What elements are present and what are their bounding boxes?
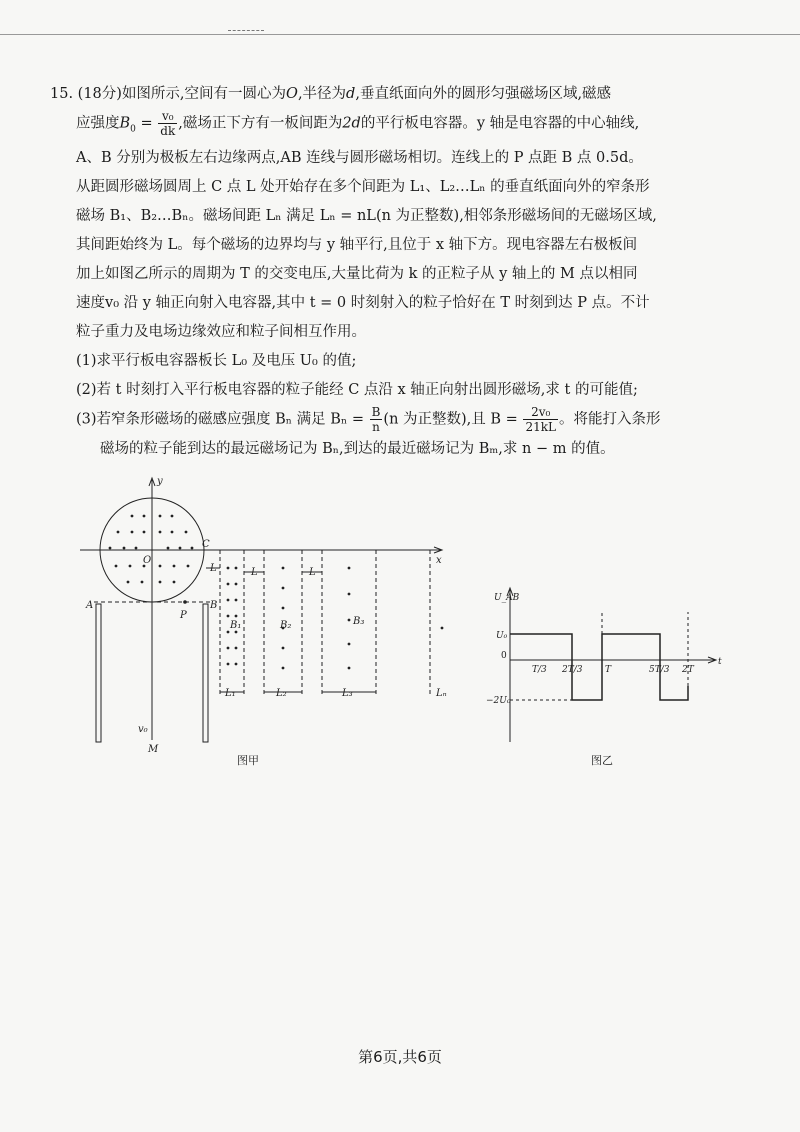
question-1: (1)求平行板电容器板长 L₀ 及电压 U₀ 的值;: [76, 353, 357, 370]
caption-jia: 图甲: [237, 754, 259, 767]
label-Ln: Lₙ: [436, 688, 447, 699]
label-C: C: [202, 539, 210, 550]
fraction-B-bottom: 21kL: [525, 420, 556, 435]
intro-text-2: ,半径为: [297, 86, 347, 102]
problem-line-6: 其间距始终为 L。每个磁场的边界均与 y 轴平行,且位于 x 轴下方。现电容器左右极板间: [76, 237, 638, 254]
label-A: A: [86, 600, 94, 611]
symbol-d: d: [346, 86, 356, 102]
page-footer: 第6页,共6页: [358, 1048, 442, 1066]
line2-text-b: ,磁场正下方有一板间距为: [178, 115, 343, 132]
intro-text-3: ,垂直纸面向外的圆形匀强磁场区域,磁感: [355, 86, 612, 102]
label-gap-0: L: [210, 563, 217, 574]
figure-yi: [482, 582, 732, 752]
symbol-B0-sub: 0: [130, 124, 136, 135]
q3-text-c: 。将能打入条形: [558, 411, 661, 428]
fraction-Bn-bottom: n: [372, 420, 380, 435]
problem-score: (18分): [77, 86, 122, 102]
label-B3: B₃: [353, 616, 365, 627]
yi-label-T3: T/3: [532, 665, 547, 675]
fraction-Bn-top: B: [371, 405, 381, 420]
fraction-B: [523, 405, 558, 434]
yi-label-2T: 2T: [682, 665, 694, 675]
yi-label-zero: 0: [501, 651, 507, 661]
label-B2: B₂: [280, 620, 292, 631]
symbol-B0: B: [119, 115, 131, 132]
intro-text-1: 如图所示,空间有一圆心为: [121, 86, 287, 102]
fraction-Bn: [370, 405, 383, 434]
top-rule: [0, 34, 800, 35]
yi-label-2T3: 2T/3: [562, 665, 583, 675]
symbol-O: O: [286, 86, 298, 102]
problem-number: 15.: [50, 86, 74, 102]
left-plate: [96, 604, 101, 742]
label-v0: v₀: [138, 724, 148, 735]
yi-label-T: T: [605, 665, 612, 675]
fraction-B-top: 2v₀: [523, 405, 558, 420]
top-dash: [228, 30, 264, 32]
problem-15: [50, 80, 760, 464]
label-L3: L₃: [342, 688, 353, 699]
question-3: [50, 405, 760, 435]
yi-label-t: t: [718, 657, 722, 667]
problem-line-3: A、B 分别为极板左右边缘两点,AB 连线与圆形磁场相切。连线上的 P 点距 B 点 0.5d。: [76, 150, 643, 167]
strip3-dots: [348, 567, 351, 670]
label-B: B: [210, 600, 218, 611]
label-M: M: [148, 744, 159, 755]
line2-text-a: 应强度: [76, 115, 120, 132]
field-dots: [109, 515, 444, 670]
q3-text-b: (n 为正整数),且 B =: [383, 411, 523, 428]
label-L2: L₂: [276, 688, 287, 699]
label-gap-2: L: [309, 567, 316, 578]
problem-line-5: 磁场 B₁、B₂…Bₙ。磁场间距 Lₙ 满足 Lₙ = nL(n 为正整数),相邻条形磁场间的无磁场区域,: [76, 208, 657, 225]
strip2-dots: [282, 567, 285, 670]
q3-text-a: (3)若窄条形磁场的磁感应强度 Bₙ 满足 Bₙ =: [76, 411, 369, 428]
line2-text-c: 的平行板电容器。y 轴是电容器的中心轴线,: [360, 115, 640, 132]
label-B1: B₁: [230, 620, 242, 631]
yi-label-m2U0: −2U₀: [486, 696, 511, 706]
problem-line-8: 速度v₀ 沿 y 轴正向射入电容器,其中 t = 0 时刻射入的粒子恰好在 T 时刻到达 P 点。不计: [76, 295, 650, 312]
caption-yi: 图乙: [591, 754, 613, 767]
label-O: O: [143, 555, 152, 566]
question-2: (2)若 t 时刻打入平行板电容器的粒子能经 C 点沿 x 轴正向射出圆形磁场,求 t 的可能值;: [76, 382, 638, 399]
yi-label-5T3: 5T/3: [649, 665, 670, 675]
figure-jia: [70, 470, 470, 770]
problem-line-9: 粒子重力及电场边缘效应和粒子间相互作用。: [76, 324, 366, 341]
right-plate: [203, 604, 208, 742]
yi-label-U0: U₀: [496, 631, 508, 641]
label-y: y: [157, 476, 163, 487]
problem-line-7: 加上如图乙所示的周期为 T 的交变电压,大量比荷为 k 的正粒子从 y 轴上的 M 点以相同: [76, 266, 638, 283]
equals-sign: =: [135, 115, 158, 132]
question-3-line-2: 磁场的粒子能到达的最远磁场记为 Bₙ,到达的最近磁场记为 Bₘ,求 n − m 的值。: [100, 440, 615, 457]
problem-line-4: 从距圆形磁场圆周上 C 点 L 处开始存在多个间距为 L₁、L₂…Lₙ 的垂直纸面向外的窄条形: [76, 179, 650, 196]
label-x: x: [436, 555, 442, 566]
symbol-2d: 2d: [342, 115, 361, 132]
problem-line-2: [50, 109, 760, 144]
stripn-dot: [441, 627, 444, 630]
yi-label-UAB: U_AB: [494, 593, 520, 603]
fraction-B0: [158, 109, 177, 138]
circle-field-dots: [109, 515, 194, 584]
fraction-top: v₀: [158, 109, 177, 124]
label-gap-1: L: [251, 567, 258, 578]
point-P-dot: [183, 600, 187, 604]
fraction-bottom: dk: [160, 124, 176, 138]
label-L1: L₁: [225, 688, 236, 699]
label-P: P: [180, 610, 187, 621]
strip1-dots: [227, 567, 238, 666]
problem-line-1: [50, 80, 760, 109]
